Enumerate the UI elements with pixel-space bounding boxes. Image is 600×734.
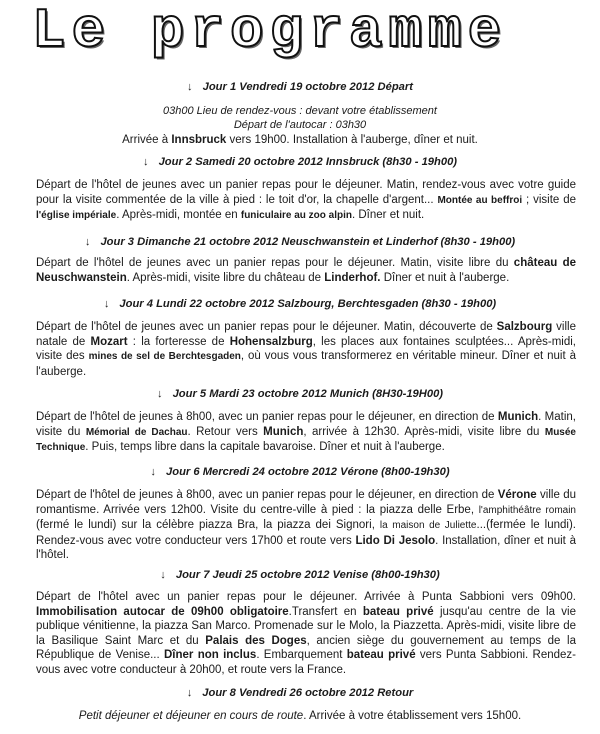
- day-8-description: Petit déjeuner et déjeuner en cours de route. Arrivée à votre établissement vers 15h00.: [78, 710, 522, 722]
- day-7-description: Départ de l'hôtel avec un panier repas pour le déjeuner. Arrivée à Punta Sabbioni vers 09h00. Immobilisation autocar de 09h00 obligatoire.Transfert en bateau privé jusqu'au centre de la vie publique vénitienne, la piazza San Marco. Promenade sur le Molo, la Piazzetta. Après-midi, visite libre de la Basilique Saint Marc et du Palais des Doges, ancien siège du gouvernement au temps de la République de Venise... Dîner non inclus. Embarquement bateau privé vers Punta Sabbioni. Rendez-vous avec votre conducteur à 20h00, et route vers la France.: [36, 591, 576, 676]
- day-8-heading: ↓ Jour 8 Vendredi 26 octobre 2012 Retour: [186, 687, 414, 699]
- day-3-heading: ↓ Jour 3 Dimanche 21 octobre 2012 Neuschwanstein et Linderhof (8h30 - 19h00): [84, 236, 516, 248]
- day-2-description: Départ de l'hôtel de jeunes avec un panier repas pour le déjeuner. Matin, rendez-vous avec votre guide pour la visite commentée de la ville à pied : le toit d'or, la chapelle d'argent... Montée au beffroi ; visite de l'église impériale. Après-midi, montée en funiculaire au zoo alpin. Dîner et nuit.: [36, 179, 576, 222]
- down-arrow-icon: ↓: [186, 687, 193, 699]
- day-1-arrival-line: Arrivée à Innsbruck vers 19h00. Installation à l'auberge, dîner et nuit.: [122, 134, 478, 146]
- day-1-meeting-line: 03h00 Lieu de rendez-vous : devant votre établissement: [163, 105, 437, 117]
- day-5-description: Départ de l'hôtel de jeunes à 8h00, avec un panier repas pour le déjeuner, en direction de Munich. Matin, visite du Mémorial de Dachau. Retour vers Munich, arrivée à 12h30. Après-midi, visite libre du Musée Technique. Puis, temps libre dans la capitale bavaroise. Dîner et nuit à l'auberge.: [36, 411, 576, 454]
- day-3-description: Départ de l'hôtel de jeunes avec un panier repas pour le déjeuner. Matin, visite libre du château de Neuschwanstein. Après-midi, visite libre du château de Linderhof. Dîner et nuit à l'auberge.: [36, 257, 576, 284]
- day-5-heading: ↓ Jour 5 Mardi 23 octobre 2012 Munich (8H30-19H00): [156, 388, 444, 400]
- page-title: Le programme: [32, 0, 508, 63]
- down-arrow-icon: ↓: [187, 81, 193, 93]
- down-arrow-icon: ↓: [160, 569, 166, 581]
- day-6-heading: ↓ Jour 6 Mercredi 24 octobre 2012 Vérone (8h00-19h30): [150, 466, 450, 478]
- day-4-description: Départ de l'hôtel de jeunes avec un panier repas pour le déjeuner. Matin, découverte de Salzbourg ville natale de Mozart : la forteresse de Hohensalzburg, les places aux fontaines sculptées... Après-midi, visite des mines de sel de Berchtesgaden, où vous vous transformerez en véritable mineur. Dîner et nuit à l'auberge.: [36, 321, 577, 378]
- down-arrow-icon: ↓: [142, 156, 149, 168]
- down-arrow-icon: ↓: [150, 466, 157, 478]
- day-6-description: Départ de l'hôtel de jeunes à 8h00, avec un panier repas pour le déjeuner, en direction de Vérone ville du romantisme. Arrivée vers 12h00. Visite du centre-ville à pied : la piazza delle Erbe, l'amphithéâtre romain (fermé le lundi) sur la célèbre piazza Bra, la piazza dei Signori, la maison de Juliette...(fermée le lundi). Rendez-vous avec votre conducteur vers 17h00 et route vers Lido Di Jesolo. Installation, dîner et nuit à l'hôtel.: [36, 489, 576, 562]
- day-1-departure-line: Départ de l'autocar : 03h30: [233, 119, 367, 131]
- day-1-heading: ↓ Jour 1 Vendredi 19 octobre 2012 Départ: [187, 81, 413, 93]
- down-arrow-icon: ↓: [156, 388, 163, 400]
- day-4-heading: ↓ Jour 4 Lundi 22 octobre 2012 Salzbourg, Berchtesgaden (8h30 - 19h00): [103, 298, 497, 310]
- down-arrow-icon: ↓: [103, 298, 110, 310]
- day-2-heading: ↓ Jour 2 Samedi 20 octobre 2012 Innsbruck (8h30 - 19h00): [142, 156, 458, 168]
- day-7-heading: ↓ Jour 7 Jeudi 25 octobre 2012 Venise (8h00-19h30): [160, 569, 440, 581]
- down-arrow-icon: ↓: [84, 236, 91, 248]
